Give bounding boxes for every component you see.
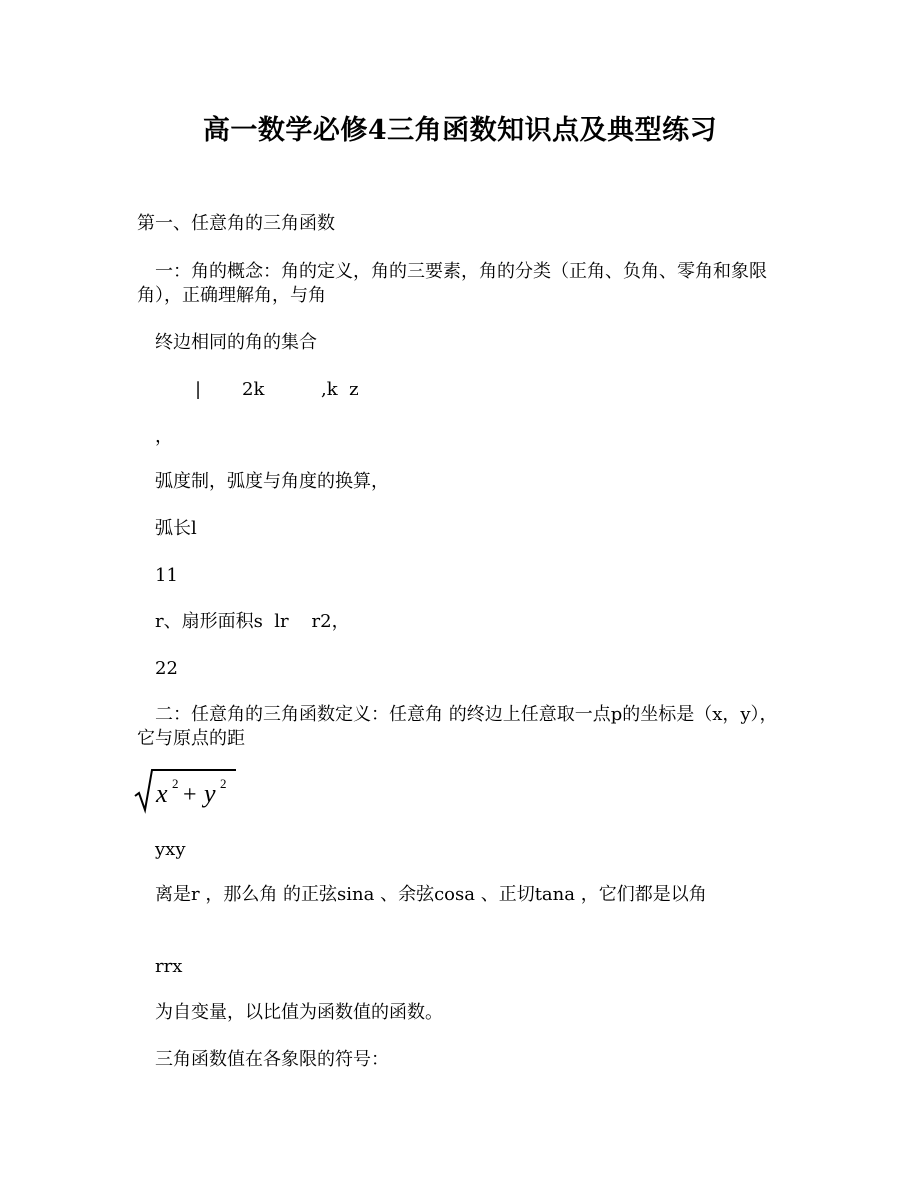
quadrant-sign-line: 三角函数值在各象限的符号： [155, 1049, 389, 1070]
section-heading: 第一、任意角的三角函数 [137, 213, 335, 234]
formula-exp-y: 2 [220, 776, 227, 791]
paragraph-sin-cos-tan: 离是r ，那么角 的正弦sina 、余弦cosa 、正切tana ，它们都是以角 [155, 884, 707, 905]
formula-x: x [156, 779, 168, 808]
rrx-line: rrx [155, 956, 183, 977]
sector-area-line: r、扇形面积s lr r2， [155, 611, 350, 632]
comma-line: ， [155, 426, 173, 447]
radian-line: 弧度制，弧度与角度的换算， [155, 471, 389, 492]
document-title: 高一数学必修4三角函数知识点及典型练习 [202, 115, 718, 146]
formula-plus: + [183, 782, 197, 808]
terminal-side-line: 终边相同的角的集合 [155, 332, 317, 353]
arc-length-line: 弧长l [155, 518, 197, 539]
paragraph-trig-definition: 二：任意角的三角函数定义：任意角 的终边上任意取一点p的坐标是（x，y），它与原点的距 [137, 704, 778, 749]
set-2k: 2k [242, 379, 265, 400]
function-line: 为自变量，以比值为函数值的函数。 [155, 1002, 443, 1023]
set-bar: | [195, 379, 202, 400]
paragraph-angle-concept: 一：角的概念：角的定义，角的三要素，角的分类（正角、负角、零角和象限角），正确理解角，与角 [137, 261, 767, 306]
fraction-denominators: 22 [155, 658, 178, 679]
set-kz: ,k z [321, 379, 359, 400]
yxy-line: yxy [155, 839, 186, 860]
formula-exp-x: 2 [172, 776, 179, 791]
formula-y: y [204, 779, 216, 808]
sqrt-formula-image [132, 766, 237, 814]
fraction-numerators: 11 [155, 565, 178, 586]
